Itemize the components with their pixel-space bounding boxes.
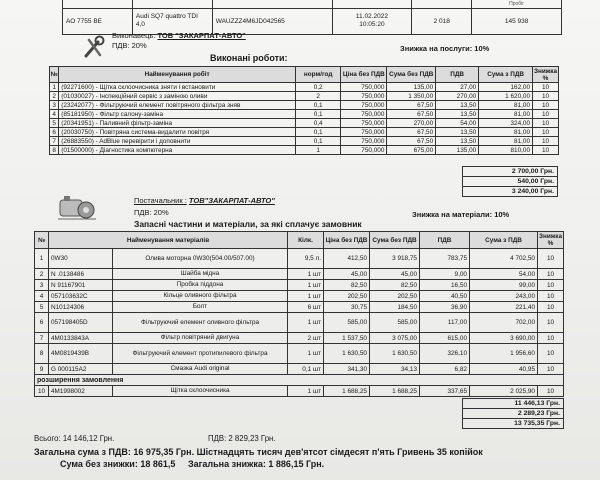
parts-col-name: Найменування матеріалів: [49, 232, 288, 249]
works-cell-n: 7: [50, 137, 59, 146]
works-cell-hours: 0,1: [296, 110, 341, 119]
parts-col-vat: ПДВ: [420, 232, 470, 249]
works-cell-sum: 67,50: [387, 137, 436, 146]
works-cell-price: 750,000: [341, 146, 387, 155]
works-cell-hours: 0,1: [296, 137, 341, 146]
works-cell-vat: 13,50: [436, 110, 479, 119]
parts-cell-vat: 16,50: [420, 280, 470, 291]
works-cell-price: 750,000: [341, 83, 387, 92]
works-row: [50, 83, 559, 92]
parts-cell-n: 5: [35, 302, 49, 313]
parts-section-label: розширення замовлення: [35, 375, 564, 386]
works-cell-hours: 1: [296, 146, 341, 155]
works-cell-disc: 10: [533, 137, 559, 146]
works-cell-price: 750,000: [341, 119, 387, 128]
parts-section-row: [35, 375, 564, 386]
car-parts-icon: [56, 192, 98, 222]
parts-cell-sum: 34,13: [370, 364, 420, 375]
parts-cell-qty: 1 шт: [288, 280, 324, 291]
works-cell-total: 81,00: [479, 137, 533, 146]
works-cell-disc: 10: [533, 101, 559, 110]
works-cell-total: 81,00: [479, 101, 533, 110]
parts-cell-disc: 10: [538, 386, 564, 397]
works-row: [50, 92, 559, 101]
parts-cell-price: 82,50: [324, 280, 370, 291]
vehicle-model: Audi SQ7 quattro TDI 4,0: [132, 8, 212, 34]
parts-cell-n: 8: [35, 344, 49, 364]
works-col-hours: норм/год: [296, 67, 341, 83]
parts-cell-n: 4: [35, 291, 49, 302]
works-cell-price: 750,000: [341, 137, 387, 146]
parts-cell-n: 2: [35, 269, 49, 280]
parts-cell-name: Олива моторна 0W30(504.00/507.00): [113, 249, 288, 269]
vehicle-datetime: 11.02.2022 10:05:20: [332, 8, 412, 34]
parts-cell-total: 40,95: [470, 364, 538, 375]
parts-cell-vat: 6,82: [420, 364, 470, 375]
works-cell-hours: 0,2: [296, 83, 341, 92]
works-cell-total: 162,00: [479, 83, 533, 92]
parts-cell-price: 585,00: [324, 313, 370, 333]
works-cell-disc: 10: [533, 119, 559, 128]
summary-discount: Загальна знижка: 1 886,15 Грн.: [188, 459, 325, 469]
parts-row: [35, 386, 564, 397]
parts-cell-code: N 91167901: [49, 280, 113, 291]
works-cell-vat: 27,00: [436, 83, 479, 92]
works-totals: [462, 166, 558, 197]
supplier-line: Постачальник : ТОВ"ЗАКАРПАТ-АВТО": [134, 196, 275, 205]
parts-col-disc: Знижка %: [538, 233, 563, 247]
parts-cell-sum: 3 075,00: [370, 333, 420, 344]
parts-cell-vat: 326,10: [420, 344, 470, 364]
parts-cell-disc: 10: [538, 313, 564, 333]
parts-cell-vat: 117,00: [420, 313, 470, 333]
parts-cell-n: 9: [35, 364, 49, 375]
parts-cell-total: 1 956,60: [470, 344, 538, 364]
parts-total-gross: 13 735,35 Грн.: [463, 419, 564, 429]
works-col-total: Сума з ПДВ: [479, 67, 533, 83]
parts-cell-sum: 3 918,75: [370, 249, 420, 269]
parts-row: [35, 269, 564, 280]
works-total-sum: 2 700,00 Грн.: [463, 167, 558, 177]
works-cell-name: (92271600) - Щітка склоочисника зняти і встановити: [59, 83, 296, 92]
parts-col-sum: Сума без ПДВ: [370, 232, 420, 249]
works-cell-n: 8: [50, 146, 59, 155]
vehicle-vin: WAUZZZ4M6JD042565: [212, 8, 332, 34]
parts-cell-sum: 202,50: [370, 291, 420, 302]
parts-cell-total: 54,00: [470, 269, 538, 280]
parts-cell-disc: 10: [538, 364, 564, 375]
works-row: [50, 146, 559, 155]
parts-cell-price: 45,00: [324, 269, 370, 280]
parts-cell-price: 341,30: [324, 364, 370, 375]
parts-cell-total: 221,40: [470, 302, 538, 313]
parts-cell-n: 10: [35, 386, 49, 397]
works-cell-sum: 270,00: [387, 119, 436, 128]
works-cell-vat: 135,00: [436, 146, 479, 155]
works-cell-hours: 0,4: [296, 119, 341, 128]
works-cell-sum: 135,00: [387, 83, 436, 92]
parts-cell-sum: 82,50: [370, 280, 420, 291]
parts-cell-total: 4 702,50: [470, 249, 538, 269]
parts-col-qty: Кілк.: [288, 232, 324, 249]
parts-cell-qty: 1 шт: [288, 291, 324, 302]
parts-row: [35, 364, 564, 375]
parts-cell-vat: 40,50: [420, 291, 470, 302]
parts-cell-name: Фільтруючий елемент оливного фільтра: [113, 313, 288, 333]
parts-cell-qty: 6 шт: [288, 302, 324, 313]
parts-cell-code: 4M1998002: [49, 386, 113, 397]
works-cell-total: 324,00: [479, 119, 533, 128]
parts-cell-price: 1 688,25: [324, 386, 370, 397]
parts-cell-code: 0W30: [49, 249, 113, 269]
parts-cell-n: 1: [35, 249, 49, 269]
works-title: Виконані роботи:: [210, 53, 288, 63]
parts-cell-vat: 783,75: [420, 249, 470, 269]
parts-cell-total: 99,00: [470, 280, 538, 291]
works-cell-vat: 270,00: [436, 92, 479, 101]
summary-total: Всього: 14 146,12 Грн.: [34, 434, 115, 443]
works-cell-sum: 67,50: [387, 128, 436, 137]
works-cell-name: (85181950) - Фільтр салону-заміна: [59, 110, 296, 119]
parts-cell-disc: 10: [538, 269, 564, 280]
works-cell-disc: 10: [533, 92, 559, 101]
parts-cell-sum: 1 688,25: [370, 386, 420, 397]
parts-cell-total: 3 690,00: [470, 333, 538, 344]
parts-cell-disc: 10: [538, 302, 564, 313]
parts-cell-qty: 1 шт: [288, 344, 324, 364]
supplier-vat: ПДВ: 20%: [134, 208, 169, 217]
works-cell-disc: 10: [533, 146, 559, 155]
works-col-name: Найменування робіт: [59, 67, 296, 83]
works-cell-name: (20030750) - Повітряна система-видалити повітря: [59, 128, 296, 137]
works-col-price: Ціна без ПДВ: [341, 67, 387, 83]
vehicle-mileage: 145 938: [472, 8, 562, 34]
parts-cell-sum: 45,00: [370, 269, 420, 280]
parts-cell-total: 243,00: [470, 291, 538, 302]
parts-cell-name: Болт: [113, 302, 288, 313]
works-total-vat: 540,00 Грн.: [463, 177, 558, 187]
executor-line: Виконавець: ТОВ "ЗАКАРПАТ-АВТО": [112, 31, 246, 40]
works-cell-vat: 54,00: [436, 119, 479, 128]
parts-cell-code: 4M0133843A: [49, 333, 113, 344]
parts-cell-qty: 0,1 шт: [288, 364, 324, 375]
parts-cell-total: 2 025,90: [470, 386, 538, 397]
parts-cell-vat: 36,90: [420, 302, 470, 313]
works-row: [50, 128, 559, 137]
works-cell-vat: 13,50: [436, 128, 479, 137]
parts-cell-price: 30,75: [324, 302, 370, 313]
parts-row: [35, 313, 564, 333]
parts-cell-vat: 9,00: [420, 269, 470, 280]
parts-cell-disc: 10: [538, 249, 564, 269]
parts-cell-code: 4M0819439B: [49, 344, 113, 364]
works-cell-disc: 10: [533, 83, 559, 92]
parts-cell-sum: 1 630,50: [370, 344, 420, 364]
services-discount: Знижка на послуги: 10%: [400, 44, 490, 53]
parts-cell-sum: 184,50: [370, 302, 420, 313]
parts-cell-total: 702,00: [470, 313, 538, 333]
parts-cell-name: Пробка піддона: [113, 280, 288, 291]
works-cell-sum: 1 350,00: [387, 92, 436, 101]
works-row: [50, 110, 559, 119]
works-cell-hours: 2: [296, 92, 341, 101]
works-cell-name: (20341951) - Паливний фільтр-заміна: [59, 119, 296, 128]
works-row: [50, 137, 559, 146]
parts-cell-disc: 10: [538, 344, 564, 364]
parts-cell-price: 202,50: [324, 291, 370, 302]
works-cell-n: 4: [50, 110, 59, 119]
works-cell-n: 5: [50, 119, 59, 128]
parts-cell-price: 412,50: [324, 249, 370, 269]
works-cell-total: 810,00: [479, 146, 533, 155]
parts-cell-vat: 615,00: [420, 333, 470, 344]
works-cell-disc: 10: [533, 110, 559, 119]
materials-discount: Знижка на матеріали: 10%: [412, 210, 510, 219]
parts-cell-name: Кільце оливного фільтра: [113, 291, 288, 302]
parts-cell-code: 057103632C: [49, 291, 113, 302]
works-cell-price: 750,000: [341, 101, 387, 110]
parts-row: [35, 344, 564, 364]
works-cell-price: 750,000: [341, 92, 387, 101]
parts-cell-name: Фільтруючий елемент протипилевого фільтра: [113, 344, 288, 364]
parts-cell-n: 6: [35, 313, 49, 333]
parts-total-sum: 11 446,13 Грн.: [463, 399, 564, 409]
works-cell-price: 750,000: [341, 128, 387, 137]
works-cell-hours: 0,1: [296, 101, 341, 110]
works-total-gross: 3 240,00 Грн.: [463, 187, 558, 197]
works-cell-name: (01500000) - Діагностика компютерна: [59, 146, 296, 155]
parts-row: [35, 249, 564, 269]
works-cell-n: 1: [50, 83, 59, 92]
parts-cell-qty: 1 шт: [288, 313, 324, 333]
parts-cell-name: Щітка склоочисника: [113, 386, 288, 397]
works-cell-total: 1 620,00: [479, 92, 533, 101]
parts-cell-qty: 1 шт: [288, 269, 324, 280]
works-cell-n: 3: [50, 101, 59, 110]
parts-cell-price: 1 537,50: [324, 333, 370, 344]
works-cell-sum: 67,50: [387, 110, 436, 119]
works-cell-n: 6: [50, 128, 59, 137]
parts-row: [35, 291, 564, 302]
summary-vat: ПДВ: 2 829,23 Грн.: [208, 434, 276, 443]
parts-cell-name: Смазка Audi original: [113, 364, 288, 375]
works-cell-sum: 675,00: [387, 146, 436, 155]
works-col-disc: Знижка %: [533, 67, 558, 82]
parts-totals: [462, 398, 564, 429]
parts-cell-code: 057198405D: [49, 313, 113, 333]
wrench-icon: [80, 34, 108, 62]
works-col-vat: ПДВ: [436, 67, 479, 83]
parts-heading: Запасні частини и матеріали, за які сплачує замовник: [134, 219, 362, 229]
parts-cell-disc: 10: [538, 333, 564, 344]
parts-cell-code: N .0138486: [49, 269, 113, 280]
parts-col-n: №: [35, 232, 49, 249]
works-cell-n: 2: [50, 92, 59, 101]
works-cell-price: 750,000: [341, 110, 387, 119]
parts-cell-name: Фільтр повітряний двигуна: [113, 333, 288, 344]
parts-row: [35, 280, 564, 291]
works-table: [49, 66, 559, 155]
works-row: [50, 101, 559, 110]
parts-cell-price: 1 630,50: [324, 344, 370, 364]
parts-cell-n: 7: [35, 333, 49, 344]
works-cell-name: (23242077) - Фільтруючий елемент повітряного фільтра зняв: [59, 101, 296, 110]
vehicle-table: Пробіг АО 7755 ВЕ Audi SQ7 quattro TDI 4,0 WAUZZZ4M6JD042565 11.02.2022 10:05:20 2 018 145 938: [62, 0, 562, 35]
works-cell-vat: 13,50: [436, 137, 479, 146]
works-cell-hours: 0,1: [296, 128, 341, 137]
works-cell-disc: 10: [533, 128, 559, 137]
parts-cell-code: N10124306: [49, 302, 113, 313]
parts-col-price: Ціна без ПДВ: [324, 232, 370, 249]
works-col-n: №: [50, 67, 59, 83]
vehicle-plate: АО 7755 ВЕ: [63, 8, 133, 34]
parts-cell-sum: 585,00: [370, 313, 420, 333]
works-cell-vat: 13,50: [436, 101, 479, 110]
parts-total-vat: 2 289,23 Грн.: [463, 409, 564, 419]
works-row: [50, 119, 559, 128]
parts-cell-qty: 9,5 л.: [288, 249, 324, 269]
parts-cell-qty: 2 шт: [288, 333, 324, 344]
parts-row: [35, 333, 564, 344]
works-cell-name: (01030027) - Інспекційний сервіс з заміною оливи: [59, 92, 296, 101]
parts-cell-disc: 10: [538, 280, 564, 291]
works-cell-name: (26883550) - AdBlue перевірити і доповнити: [59, 137, 296, 146]
summary-no-discount: Сума без знижки: 18 861,5: [60, 459, 176, 469]
parts-cell-vat: 337,65: [420, 386, 470, 397]
parts-cell-disc: 10: [538, 291, 564, 302]
works-cell-total: 81,00: [479, 128, 533, 137]
works-cell-total: 81,00: [479, 110, 533, 119]
parts-table: [34, 231, 564, 397]
executor-vat: ПДВ: 20%: [112, 41, 147, 50]
summary-grand: Загальна сума з ПДВ: 16 975,35 Грн. Шістнадцять тисяч дев'ятсот сімдесят п'ять Гривень 35 копійок: [34, 447, 483, 457]
parts-cell-n: 3: [35, 280, 49, 291]
parts-cell-qty: 1 шт: [288, 386, 324, 397]
works-cell-sum: 67,50: [387, 101, 436, 110]
vehicle-year: 2 018: [412, 8, 472, 34]
parts-col-total: Сума з ПДВ: [470, 232, 538, 249]
parts-cell-name: Шайба мідна: [113, 269, 288, 280]
works-col-sum: Сума без ПДВ: [387, 67, 436, 83]
parts-cell-code: G 000115A2: [49, 364, 113, 375]
parts-row: [35, 302, 564, 313]
